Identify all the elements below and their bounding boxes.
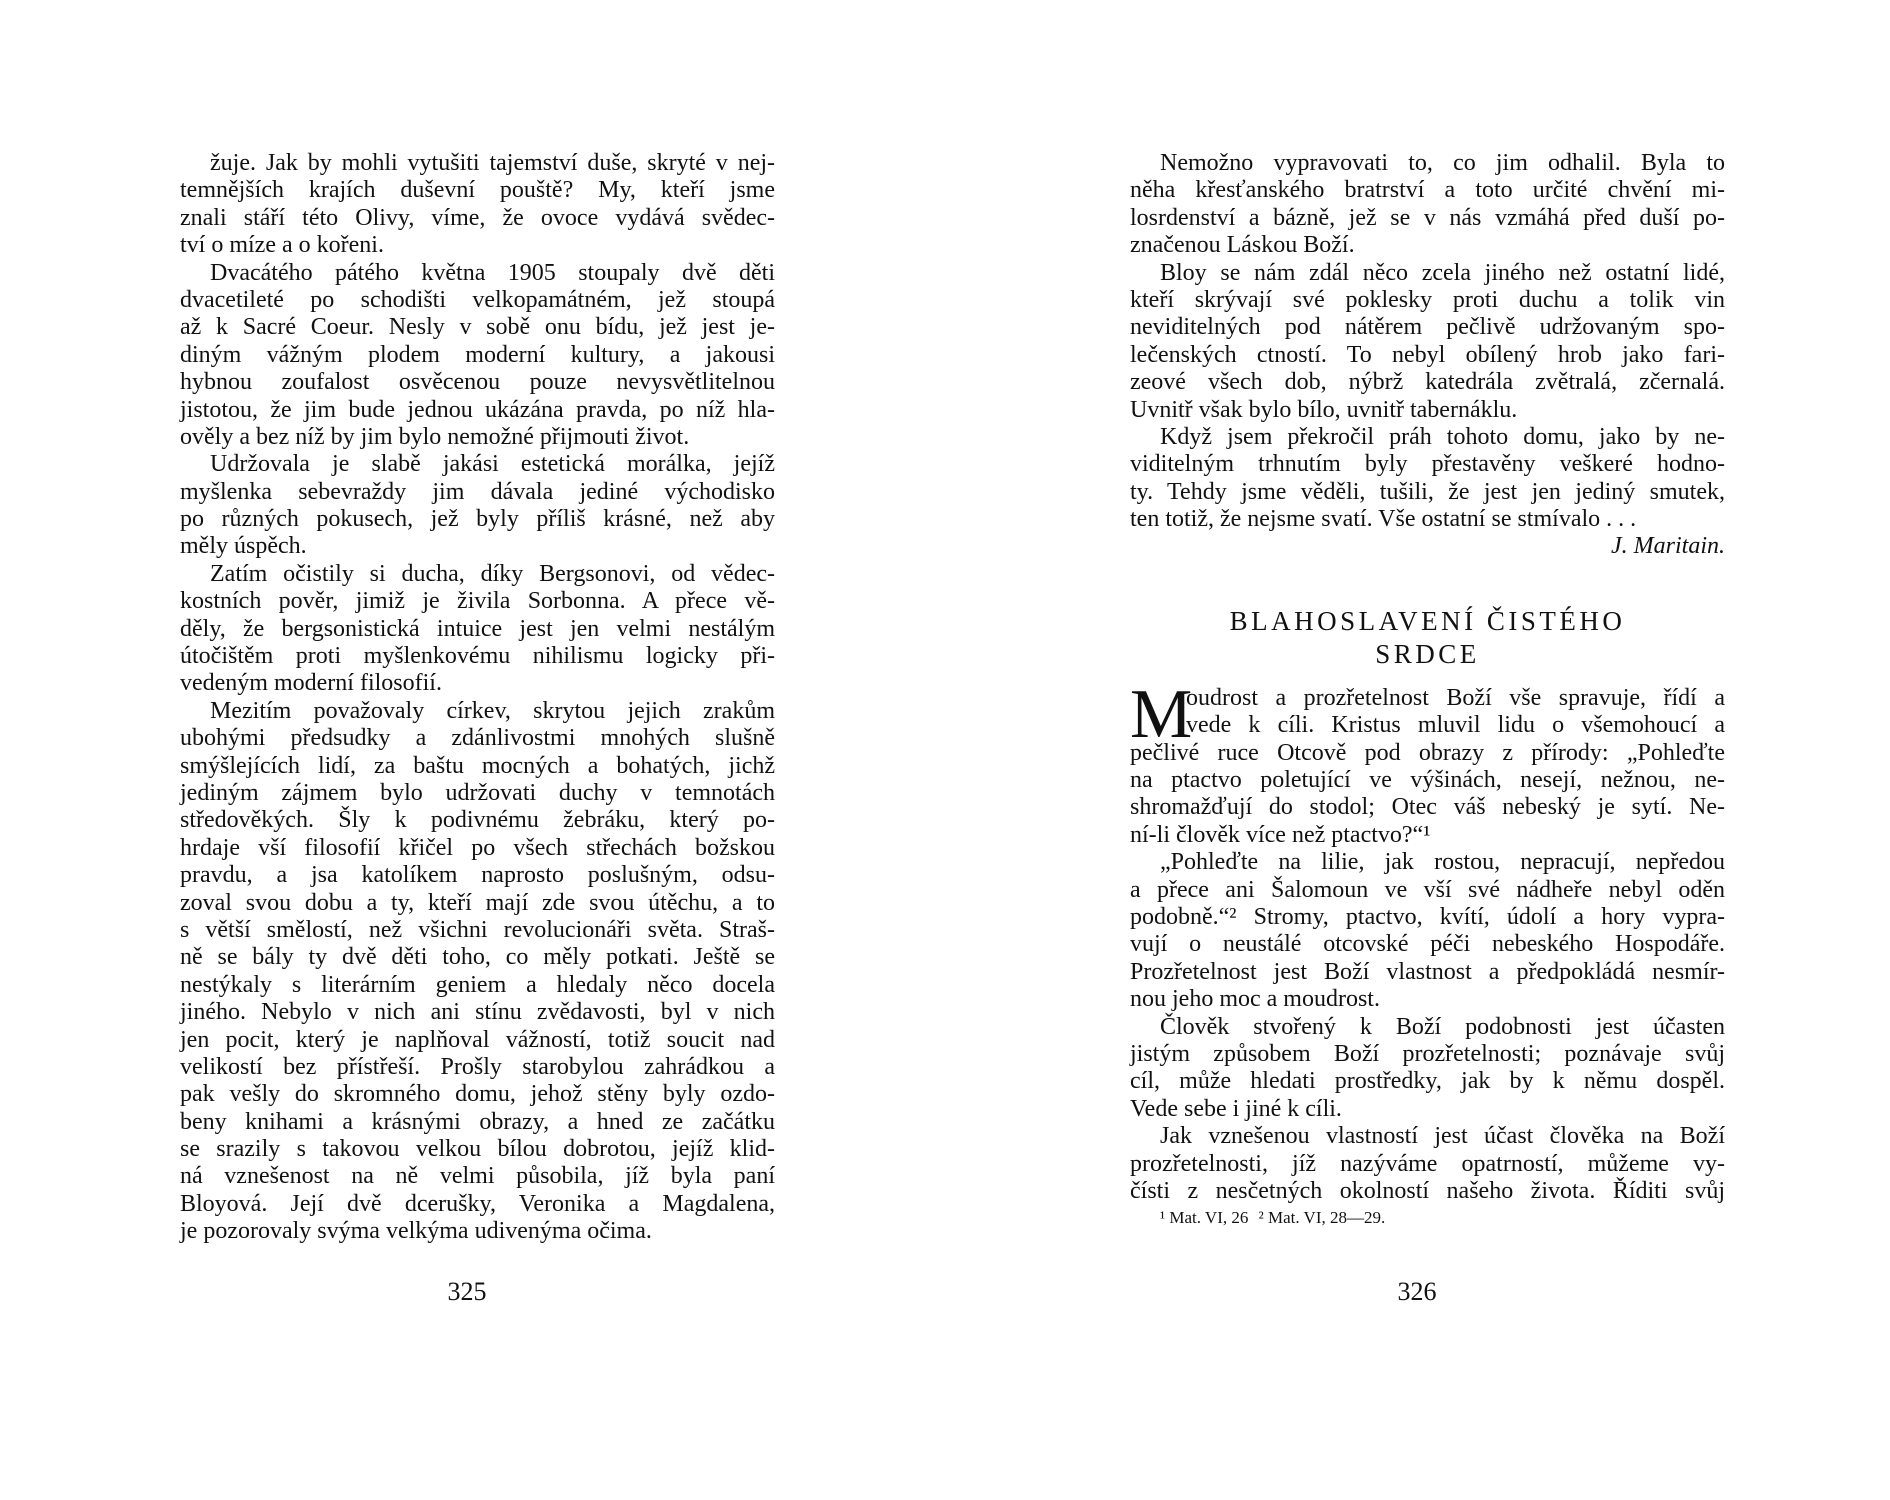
- text-line: velikostí bez přístřeší. Prošly starobylou zahrádkou a: [180, 1053, 775, 1080]
- text-line: Bloy se nám zdál něco zcela jiného než ostatní lidé,: [1160, 259, 1725, 286]
- text-line: kteří skrývají své poklesky proti duchu a tolik vin: [1130, 286, 1725, 313]
- text-line: hybnou zoufalost osvěcenou pouze nevysvětlitelnou: [180, 369, 775, 396]
- text-line: ně se bály ty dvě děti toho, co měly potkati. Ještě se: [180, 944, 775, 971]
- text-line: Udržovala je slabě jakási estetická morálka, jejíž: [210, 451, 775, 478]
- paragraph: [1130, 849, 1725, 1013]
- text-line: ten totiž, že nejsme svatí. Vše ostatní se stmívalo . . .: [1130, 506, 1637, 533]
- paragraph: [1130, 1014, 1725, 1124]
- footnote-2: ² Mat. VI, 28—29.: [1258, 1208, 1386, 1228]
- paragraph: [180, 260, 775, 452]
- text-line: losrdenství a bázně, jež se v nás vzmáhá před duší po-: [1130, 204, 1725, 231]
- text-line: útočištěm proti myšlenkovému nihilismu logicky při-: [180, 643, 775, 670]
- text-line: nestýkaly s literárním geniem a hledaly něco docela: [180, 971, 775, 998]
- footnote-1: ¹ Mat. VI, 26: [1160, 1208, 1249, 1228]
- text-line: temnějších krajích duševní pouště? My, kteří jsme: [180, 177, 775, 204]
- page-number-right: 326: [1397, 1277, 1437, 1306]
- paragraph: [1130, 260, 1725, 424]
- text-line: po různých pokusech, jež byly příliš krásné, než aby: [180, 506, 775, 533]
- chapter-title-line-1: BLAHOSLAVENÍ ČISTÉHO: [1229, 605, 1626, 636]
- text-line: Když jsem překročil práh tohoto domu, jako by ne-: [1160, 423, 1725, 450]
- right-page: [1130, 150, 1725, 1229]
- text-line: jistotou, že jim bude jednou ukázána pravda, po níž hla-: [180, 396, 775, 423]
- text-line: ty. Tehdy jsme věděli, tušili, že jest jen jediný smutek,: [1130, 478, 1725, 505]
- first-paragraph-lines: [1130, 675, 1725, 849]
- text-line: oudrost a prozřetelnost Boží vše spravuje, řídí a: [1186, 684, 1725, 711]
- text-line: pravdu, a jsa katolíkem naprosto poslušným, odsu-: [180, 862, 775, 889]
- text-line: Bloyová. Její dvě dcerušky, Veronika a Magdalena,: [180, 1190, 775, 1217]
- chapter-title: [1130, 605, 1725, 671]
- chapter-first-paragraph: [1130, 675, 1725, 849]
- paragraph: [1130, 424, 1725, 534]
- text-line: hrdaje vší filosofií křičel po všech střechách božskou: [180, 834, 775, 861]
- text-line: vedeným moderní filosofií.: [180, 670, 442, 697]
- text-line: vují o neustálé otcovské péči nebeského Hospodáře.: [1130, 931, 1725, 958]
- paragraph: [180, 451, 775, 561]
- text-line: jediným zájmem bylo udržovati duchy v temnotách: [180, 779, 775, 806]
- chapter-title-line-2: SRDCE: [1375, 638, 1480, 669]
- text-line: prozřetelnosti, jíž nazýváme opatrností, můžeme vy-: [1130, 1150, 1725, 1177]
- text-line: a přece ani Šalomoun ve vší své nádheře nebyl oděn: [1130, 876, 1725, 903]
- footnotes: [1130, 1207, 1725, 1229]
- left-page: [180, 150, 775, 1246]
- text-line: „Pohleďte na lilie, jak rostou, nepracují, nepředou: [1160, 849, 1725, 876]
- chapter-body: [1130, 849, 1725, 1205]
- text-line: čísti z nesčetných okolností našeho života. Říditi svůj: [1130, 1177, 1725, 1204]
- text-line: ná vznešenost na ně velmi působila, jíž byla paní: [180, 1163, 775, 1190]
- text-line: vede k cíli. Kristus mluvil lidu o všemohoucí a: [1186, 712, 1725, 739]
- text-line: ní-li člověk více než ptactvo?“¹: [1130, 821, 1431, 848]
- text-line: cíl, může hledati prostředky, jak by k němu dospěl.: [1130, 1068, 1725, 1095]
- text-line: Mezitím považovaly církev, skrytou jejich zrakům: [210, 697, 775, 724]
- text-line: Dvacátého pátého května 1905 stoupaly dvě děti: [210, 259, 775, 286]
- text-line: žuje. Jak by mohli vytušiti tajemství duše, skryté v nej-: [210, 150, 775, 176]
- paragraph: [180, 698, 775, 1246]
- text-line: měly úspěch.: [180, 533, 307, 560]
- right-page-body: [1130, 150, 1725, 533]
- text-line: Jak vznešenou vlastností jest účast člověka na Boží: [1160, 1123, 1725, 1150]
- text-line: tví o míze a o kořeni.: [180, 232, 384, 259]
- text-line: značenou Láskou Boží.: [1130, 232, 1355, 259]
- text-line: Prozřetelnost jest Boží vlastnost a předpokládá nesmír-: [1130, 958, 1725, 985]
- text-line: viditelným trhnutím byly přestavěny veškeré hodno-: [1130, 451, 1725, 478]
- text-line: dvacetileté po schodišti velkopamátném, jež stoupá: [180, 286, 775, 313]
- drop-cap: M: [1130, 675, 1193, 753]
- text-line: ověly a bez níž by jim bylo nemožné přijmouti život.: [180, 423, 690, 450]
- text-line: děly, že bergsonistická intuice jest jen velmi nestálým: [180, 615, 775, 642]
- text-line: zeové všech dob, nýbrž katedrála zvětralá, zčernalá.: [1130, 369, 1725, 396]
- text-line: znali stáří této Olivy, víme, že ovoce vydává svědec-: [180, 204, 775, 231]
- paragraph: [1130, 1123, 1725, 1205]
- text-line: beny knihami a krásnými obrazy, a hned ze začátku: [180, 1108, 775, 1135]
- text-line: podobně.“² Stromy, ptactvo, kvítí, údolí a hory vypra-: [1130, 903, 1725, 930]
- text-line: až k Sacré Coeur. Nesly v sobě onu bídu, jež jest je-: [180, 314, 775, 341]
- left-page-body: [180, 150, 775, 1246]
- text-line: něha křesťanského bratrství a toto určité chvění mi-: [1130, 177, 1725, 204]
- text-line: Člověk stvořený k Boží podobnosti jest účasten: [1160, 1013, 1725, 1040]
- text-line: je pozorovaly svýma velkýma udivenýma očima.: [180, 1218, 652, 1245]
- text-line: jiného. Nebylo v nich ani stínu zvědavosti, byl v nich: [180, 999, 775, 1026]
- text-line: zoval svou dobu a ty, kteří mají zde svou útěchu, a to: [180, 889, 775, 916]
- text-line: ubohými předsudky a zdánlivostmi mnohých slušně: [180, 725, 775, 752]
- text-line: nou jeho moc a moudrost.: [1130, 986, 1380, 1013]
- text-line: s větší smělostí, než všichni revolucionáři světa. Straš-: [180, 916, 775, 943]
- text-line: jistým způsobem Boží prozřetelnosti; poznávaje svůj: [1130, 1040, 1725, 1067]
- text-line: diným vážným plodem moderní kultury, a jakousi: [180, 341, 775, 368]
- text-line: středověkých. Šly k podivnému žebráku, který po-: [180, 807, 775, 834]
- text-line: Uvnitř však bylo bílo, uvnitř tabernáklu.: [1130, 396, 1518, 423]
- text-line: lečenských ctností. To nebyl obílený hrob jako fari-: [1130, 341, 1725, 368]
- page-number-left: 325: [447, 1277, 487, 1306]
- paragraph: [180, 561, 775, 698]
- text-line: kostních pověr, jimiž je živila Sorbonna. A přece vě-: [180, 588, 775, 615]
- text-line: pečlivé ruce Otcově pod obrazy z přírody: „Pohleďte: [1130, 739, 1725, 766]
- text-line: Vede sebe i jiné k cíli.: [1130, 1095, 1342, 1122]
- text-line: neviditelných pod nátěrem pečlivě udržovaným spo-: [1130, 314, 1725, 341]
- paragraph: [180, 150, 775, 260]
- text-line: smýšlejících lidí, za baštu mocných a bohatých, jichž: [180, 752, 775, 779]
- text-line: myšlenka sebevraždy jim dávala jediné východisko: [180, 478, 775, 505]
- text-line: Nemožno vypravovati to, co jim odhalil. Byla to: [1160, 150, 1725, 176]
- text-line: jen pocit, který je naplňoval vážností, totiž soucit nad: [180, 1026, 775, 1053]
- text-line: na ptactvo poletující ve výšinách, nesejí, nežnou, ne-: [1130, 767, 1725, 794]
- text-line: shromažďují do stodol; Otec váš nebeský je sytí. Ne-: [1130, 794, 1725, 821]
- text-line: pak vešly do skromného domu, jehož stěny byly ozdo-: [180, 1081, 775, 1108]
- text-line: se srazily s takovou velkou bílou dobrotou, jejíž klid-: [180, 1136, 775, 1163]
- text-line: Zatím očistily si ducha, díky Bergsonovi, od vědec-: [210, 560, 775, 587]
- paragraph: [1130, 150, 1725, 260]
- signature: J. Maritain.: [1611, 533, 1725, 560]
